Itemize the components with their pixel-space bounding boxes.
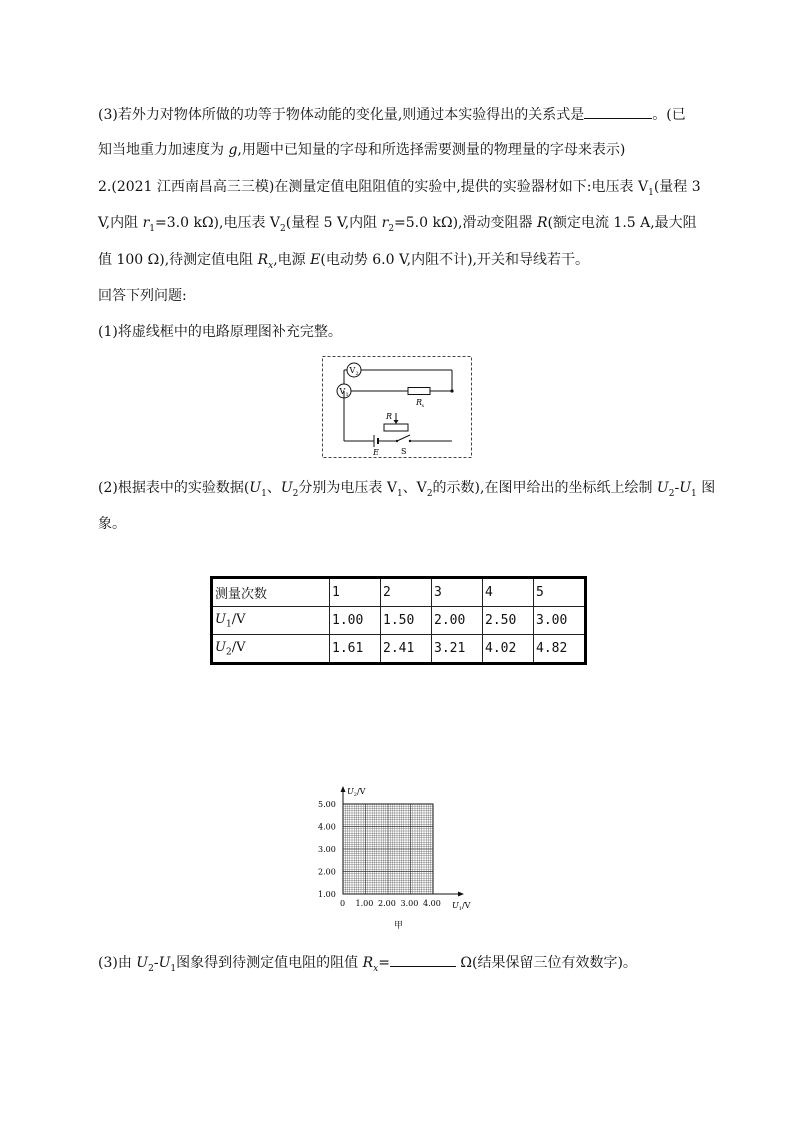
origin-label: 0 — [340, 899, 346, 908]
part3-text: (3)由 $U_2-U_1$图象得到待测定值电阻的阻值 $R_x= \Omega$(结果保留三位有效数字)。 — [98, 952, 637, 979]
s-label: S — [401, 447, 407, 456]
table-cell: 1.00 — [330, 607, 381, 635]
answer-blank[interactable] — [584, 104, 652, 119]
x-tick-label: 2.00 — [378, 899, 396, 908]
table-cell: 5 — [534, 578, 586, 607]
part2-line1: (2)根据表中的实验数据($U_1$、$U_2$分别为电压表 $V_1$、$V_2$的示数),在图甲给出的坐标纸上绘制 $U_2-U_1$ 图 — [98, 480, 716, 499]
y-axis-label: $U_2/V$ — [347, 787, 366, 798]
junction-right — [450, 389, 453, 392]
x-arrow-icon — [458, 892, 464, 897]
table-cell: 4.82 — [534, 635, 586, 664]
table-cell: 4 — [483, 578, 534, 607]
q3-prev-line2: 知当地重力加速度为 g,用题中已知量的字母和所选择需要测量的物理量的字母来表示) — [98, 142, 626, 158]
grid-lines — [343, 804, 433, 894]
problem2-line1: 2.(2021 江西南昌高三三模)在测量定值电阻阻值的实验中,提供的实验器材如下:电压表 $V_1$(量程 3 — [98, 179, 701, 198]
dashed-frame — [323, 357, 472, 458]
y-tick-label: 1.00 — [318, 890, 336, 899]
resistor-rx-icon — [408, 388, 430, 395]
table-row-u1 — [212, 607, 586, 635]
v2-label: V — [349, 366, 356, 375]
part1-text: (1)将虚线框中的电路原理图补充完整。 — [98, 324, 342, 340]
answer-prompt: 回答下列问题: — [98, 288, 187, 304]
table-cell: 2.00 — [432, 607, 483, 635]
x-tick-label: 1.00 — [355, 899, 374, 908]
v1-label: V — [339, 387, 346, 396]
switch-icon — [397, 435, 410, 441]
data-table — [210, 576, 587, 665]
rx-sub: x — [421, 403, 425, 409]
q3-prev-line1: (3)若外力对物体所做的功等于物体动能的变化量,则通过本实验得出的关系式是 。(已 — [98, 104, 686, 125]
table-cell: 3.00 — [534, 607, 586, 635]
graph-paper[interactable] — [318, 784, 478, 934]
answer-blank-rx[interactable] — [390, 952, 456, 967]
table-cell: 2 — [381, 578, 432, 607]
y-tick-label: 3.00 — [318, 845, 336, 854]
x-axis-label: $U_1/V$ — [452, 901, 471, 912]
e-label: E — [373, 448, 379, 457]
table-header-cell: 测量次数 — [212, 578, 330, 607]
slider-arrow-icon — [394, 420, 399, 424]
x-tick-label: 4.00 — [423, 899, 441, 908]
table-row-u2 — [212, 635, 586, 664]
x-tick-label: 3.00 — [400, 899, 419, 908]
graph-caption: 甲 — [394, 921, 404, 931]
table-cell: 1.50 — [381, 607, 432, 635]
table-cell: 2.50 — [483, 607, 534, 635]
circuit-diagram[interactable] — [322, 356, 472, 458]
table-cell: 4.02 — [483, 635, 534, 664]
table-cell: 3.21 — [432, 635, 483, 664]
table-row-header — [212, 578, 586, 607]
r-label: R — [386, 412, 393, 421]
table-cell: 1.61 — [330, 635, 381, 664]
v1-sub: 1 — [345, 392, 349, 398]
table-cell: 3 — [432, 578, 483, 607]
table-row-label: $U_2/V$ — [212, 635, 330, 664]
table-cell: 2.41 — [381, 635, 432, 664]
y-arrow-icon — [341, 786, 346, 792]
table-row-label: $U_1/V$ — [212, 607, 330, 635]
rheostat-icon — [384, 424, 408, 431]
table-cell: 1 — [330, 578, 381, 607]
part2-line2: 象。 — [98, 516, 126, 532]
problem2-line2: V,内阻 $r_1=3.0$ kΩ),电压表 $V_2$(量程 5 V,内阻 $r_2=5.0$ kΩ),滑动变阻器 R(额定电流 1.5 A,最大阻 — [98, 215, 697, 234]
y-tick-label: 2.00 — [318, 867, 336, 877]
rx-label: R — [416, 398, 423, 407]
v2-sub: 2 — [355, 371, 359, 377]
y-tick-label: 4.00 — [318, 822, 336, 832]
problem2-line3: 值 100 Ω),待测定值电阻 $R_x$,电源 E(电动势 6.0 V,内阻不计),开关和导线若干。 — [98, 252, 590, 271]
y-tick-label: 5.00 — [318, 800, 336, 809]
